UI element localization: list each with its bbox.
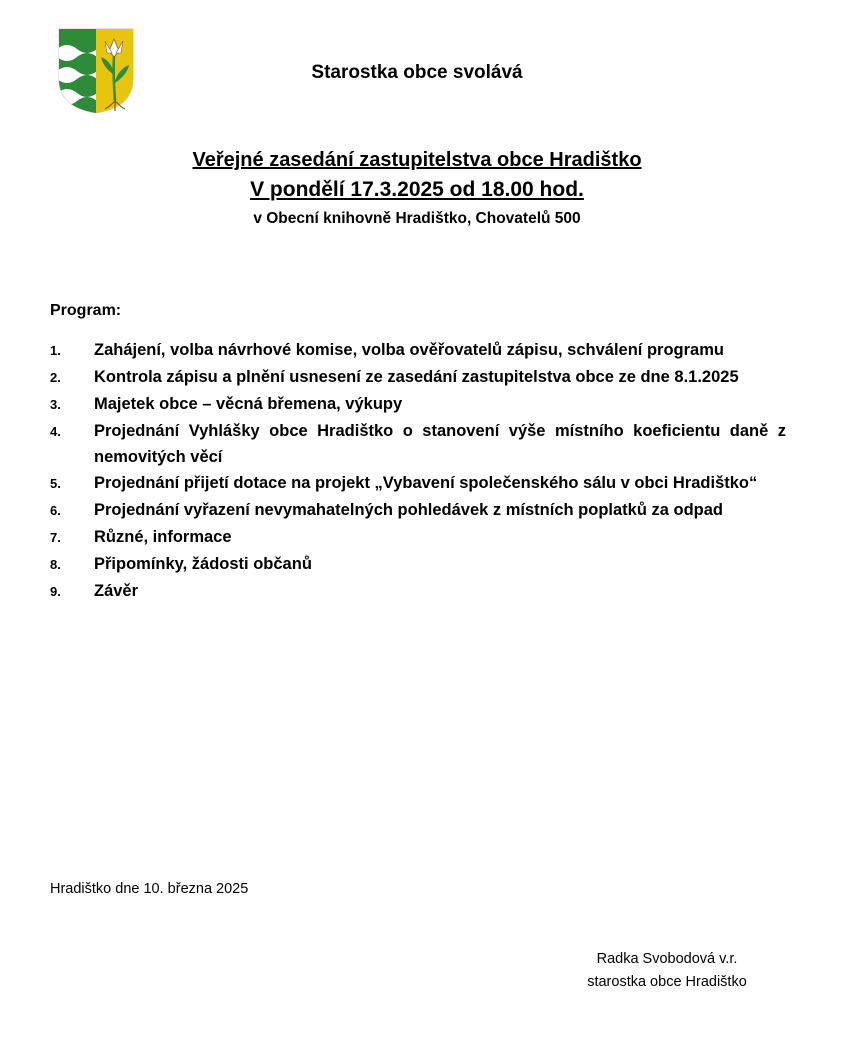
program-item-number: 4. <box>50 424 61 439</box>
program-item-text: Kontrola zápisu a plnění usnesení ze zasedání zastupitelstva obce ze dne 8.1.2025 <box>94 368 739 386</box>
program-item-text: Projednání přijetí dotace na projekt „Vybavení společenského sálu v obci Hradištko“ <box>94 474 758 492</box>
program-item <box>50 418 786 470</box>
signature-block <box>560 948 774 994</box>
program-item <box>50 497 786 524</box>
program-item-number: 5. <box>50 476 61 491</box>
signer-role: starostka obce Hradištko <box>587 974 747 990</box>
program-item-text: Závěr <box>94 582 139 600</box>
issue-date-line: Hradištko dne 10. března 2025 <box>50 881 249 897</box>
program-item-number: 2. <box>50 370 61 385</box>
program-list <box>50 337 786 605</box>
program-item-number: 8. <box>50 557 61 572</box>
meeting-place: v Obecní knihovně Hradištko, Chovatelů 500 <box>253 210 581 227</box>
program-item-number: 1. <box>50 343 61 358</box>
program-item-text: Projednání vyřazení nevymahatelných pohledávek z místních poplatků za odpad <box>94 501 723 519</box>
program-item <box>50 524 786 551</box>
signer-name: Radka Svobodová v.r. <box>596 951 738 967</box>
program-item <box>50 551 786 578</box>
program-item-text: Připomínky, žádosti občanů <box>94 555 312 573</box>
program-item-number: 6. <box>50 503 61 518</box>
program-item-text: Majetek obce – věcná břemena, výkupy <box>94 395 403 413</box>
program-item <box>50 470 786 497</box>
header-title: Starostka obce svolává <box>311 62 523 83</box>
program-item-text: Různé, informace <box>94 528 232 546</box>
program-item-number: 9. <box>50 584 61 599</box>
program-item-number: 7. <box>50 530 61 545</box>
program-item <box>50 578 786 605</box>
program-item <box>50 337 786 364</box>
program-item-text: Zahájení, volba návrhové komise, volba ověřovatelů zápisu, schválení programu <box>94 341 724 359</box>
program-label: Program: <box>50 302 122 319</box>
meeting-title: Veřejné zasedání zastupitelstva obce Hradištko <box>192 149 642 171</box>
meeting-date: V pondělí 17.3.2025 od 18.00 hod. <box>250 178 584 201</box>
program-item <box>50 391 786 418</box>
program-item-number: 3. <box>50 397 61 412</box>
program-item <box>50 364 786 391</box>
program-item-text: Projednání Vyhlášky obce Hradištko o stanovení výše místního koeficientu daně z nemovitých věcí <box>94 422 786 466</box>
